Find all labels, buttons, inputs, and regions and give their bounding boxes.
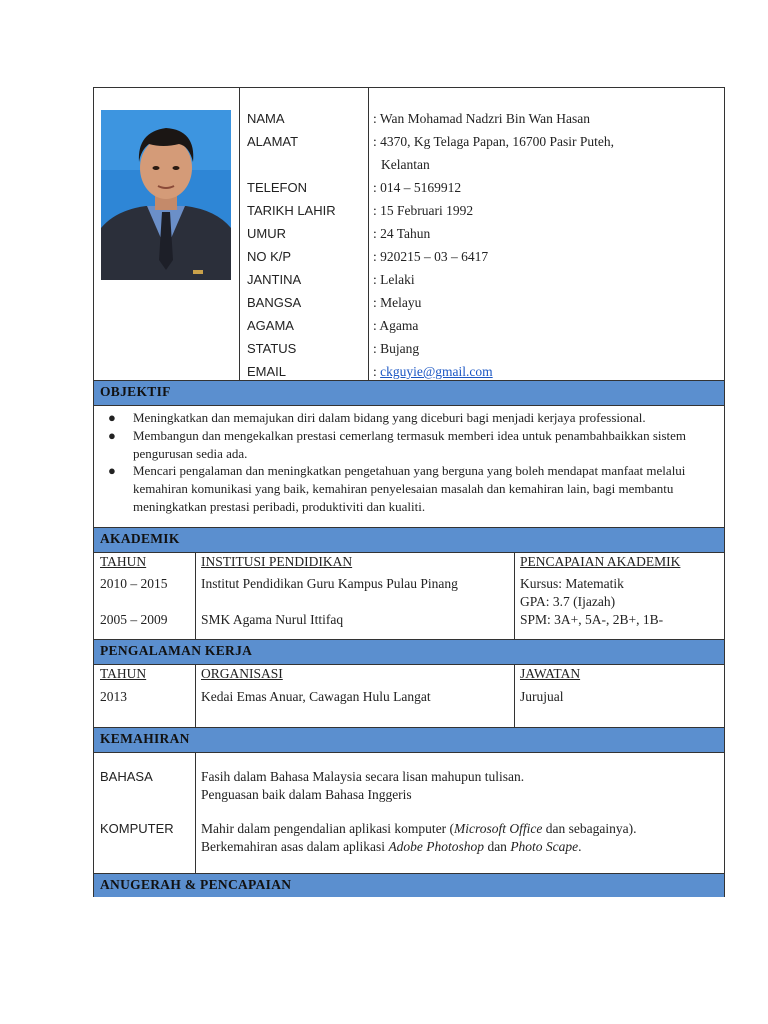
value-bangsa: : Melayu bbox=[373, 295, 422, 310]
section-title: ANUGERAH & PENCAPAIAN bbox=[100, 877, 292, 892]
pengalaman-r1-jawatan: Jurujual bbox=[520, 689, 564, 704]
list-item: ● Membangun dan mengekalkan prestasi cemerlang termasuk memberi idea untuk penambahbaikkan sistem pengurusan sedia ada. bbox=[108, 428, 687, 461]
kemahiran-bahasa-1: Fasih dalam Bahasa Malaysia secara lisan mahupun tulisan. bbox=[201, 769, 525, 784]
kemahiran-komputer-1: Mahir dalam pengendalian aplikasi komputer (Microsoft Office dan sebagainya). bbox=[201, 821, 637, 836]
person-photo-icon bbox=[101, 110, 231, 280]
kemahiran-komputer-2: Berkemahiran asas dalam aplikasi Adobe Photoshop dan Photo Scape. bbox=[201, 839, 582, 854]
pengalaman-r1-tahun: 2013 bbox=[100, 689, 127, 704]
resume-table bbox=[93, 87, 725, 897]
value-alamat-2: Kelantan bbox=[381, 157, 430, 172]
kemahiran-komputer-label: KOMPUTER bbox=[100, 821, 174, 836]
bullet-icon: ● bbox=[108, 410, 116, 425]
label-jantina: JANTINA bbox=[247, 272, 302, 287]
akademik-col-institusi: INSTITUSI PENDIDIKAN bbox=[201, 554, 353, 569]
value-telefon: : 014 – 5169912 bbox=[373, 180, 462, 195]
akademik-col-tahun: TAHUN bbox=[100, 554, 147, 569]
value-agama: : Agama bbox=[373, 318, 419, 333]
label-telefon: TELEFON bbox=[247, 180, 307, 195]
pengalaman-r1-organisasi: Kedai Emas Anuar, Cawagan Hulu Langat bbox=[201, 689, 431, 704]
value-umur: : 24 Tahun bbox=[373, 226, 431, 241]
section-title: PENGALAMAN KERJA bbox=[100, 643, 253, 658]
list-item: ● Mencari pengalaman dan meningkatkan pengetahuan yang berguna yang boleh mendapat manfaat melalui kemahiran komunikasi yang baik, kemahiran penyelesaian masalah dan kemahiran lain, bagi membantu meningkatkan prestasi peribadi, produktiviti dan kualiti. bbox=[108, 463, 686, 514]
akademik-r1-institusi: Institut Pendidikan Guru Kampus Pulau Pinang bbox=[201, 576, 458, 591]
email-link[interactable]: ckguyie@gmail.com bbox=[380, 364, 493, 379]
akademik-r1-kursus: Kursus: Matematik bbox=[520, 576, 624, 591]
bullet-icon: ● bbox=[108, 463, 116, 478]
akademik-r2-spm: SPM: 3A+, 5A-, 2B+, 1B- bbox=[520, 612, 664, 627]
pengalaman-col-jawatan: JAWATAN bbox=[520, 666, 581, 681]
label-umur: UMUR bbox=[247, 226, 286, 241]
value-alamat: : 4370, Kg Telaga Papan, 16700 Pasir Puteh, bbox=[373, 134, 615, 149]
akademik-r1-gpa: GPA: 3.7 (Ijazah) bbox=[520, 594, 616, 609]
section-kemahiran-header bbox=[94, 727, 724, 753]
akademik-r1-tahun: 2010 – 2015 bbox=[100, 576, 168, 591]
label-tarikh-lahir: TARIKH LAHIR bbox=[247, 203, 336, 218]
value-email: : ckguyie@gmail.com bbox=[373, 364, 493, 379]
value-jantina: : Lelaki bbox=[373, 272, 415, 287]
label-alamat: ALAMAT bbox=[247, 134, 299, 149]
value-no-kp: : 920215 – 03 – 6417 bbox=[373, 249, 489, 264]
label-bangsa: BANGSA bbox=[247, 295, 302, 310]
value-nama: : Wan Mohamad Nadzri Bin Wan Hasan bbox=[373, 111, 591, 126]
kemahiran-bahasa-2: Penguasan baik dalam Bahasa Inggeris bbox=[201, 787, 412, 802]
value-status: : Bujang bbox=[373, 341, 420, 356]
bullet-icon: ● bbox=[108, 428, 116, 443]
section-akademik-header bbox=[94, 527, 724, 553]
value-tarikh-lahir: : 15 Februari 1992 bbox=[373, 203, 474, 218]
kemahiran-bahasa-label: BAHASA bbox=[100, 769, 153, 784]
section-title: AKADEMIK bbox=[100, 531, 180, 546]
section-objektif-header bbox=[94, 380, 724, 406]
akademik-r2-institusi: SMK Agama Nurul Ittifaq bbox=[201, 612, 344, 627]
akademik-col-pencapaian: PENCAPAIAN AKADEMIK bbox=[520, 554, 681, 569]
profile-photo bbox=[101, 110, 231, 280]
label-email: EMAIL bbox=[247, 364, 287, 379]
akademik-r2-tahun: 2005 – 2009 bbox=[100, 612, 168, 627]
label-agama: AGAMA bbox=[247, 318, 294, 333]
pengalaman-col-tahun: TAHUN bbox=[100, 666, 147, 681]
section-anugerah-header bbox=[94, 873, 724, 897]
list-item: ● Meningkatkan dan memajukan diri dalam bidang yang diceburi bagi menjadi kerjaya professional. bbox=[108, 410, 646, 425]
section-pengalaman-header bbox=[94, 639, 724, 665]
label-status: STATUS bbox=[247, 341, 297, 356]
pengalaman-col-organisasi: ORGANISASI bbox=[201, 666, 283, 681]
section-title: KEMAHIRAN bbox=[100, 731, 190, 746]
label-nama: NAMA bbox=[247, 111, 285, 126]
label-no-kp: NO K/P bbox=[247, 249, 292, 264]
section-title: OBJEKTIF bbox=[100, 384, 171, 399]
